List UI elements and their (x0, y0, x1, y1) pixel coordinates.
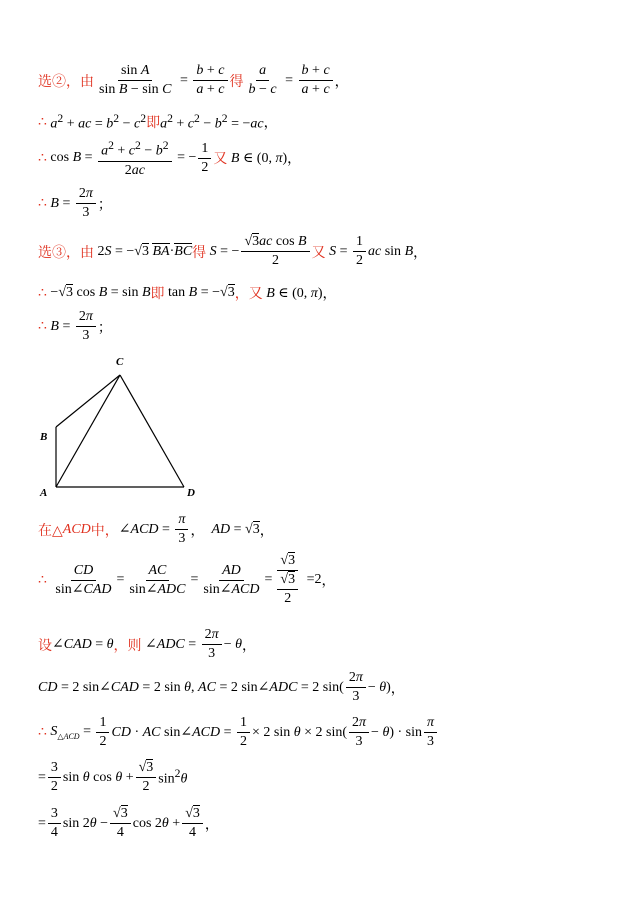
line-1-mid: 得 (229, 74, 244, 90)
line-6-mid: 即 (150, 287, 165, 302)
frac-2pi3-b: $\frac{2\pi}{3}$ (76, 309, 96, 344)
frac-2pi3-c: $\frac{2\pi}{3}$ (202, 627, 222, 662)
line-6-end: ， (322, 287, 337, 302)
frac-sqrt3-4: $\frac{√3}{4}$ (110, 806, 131, 841)
line-7-end: ； (97, 320, 112, 336)
line-14-end: ， (204, 817, 219, 833)
line-9-end: ， (321, 574, 336, 589)
line-9: ∴ $\frac{CD}{\text{sin∠CAD}}$ = $\frac{AC}{\text{sin∠ADC}}$ = $\frac{AD}{\text{sin∠ACD}}$ = $\frac{√3}{\frac{√3}{2}}$ =2 ， (38, 553, 336, 606)
frac-2pi3: $\frac{2\pi}{3}$ (76, 186, 96, 221)
therefore-sign: ∴ (38, 725, 47, 740)
line-4-end: ； (97, 197, 112, 213)
therefore-sign: ∴ (38, 572, 47, 588)
frac-pi3: $\frac{\pi}{3}$ (175, 512, 188, 547)
line-1: 选②，由 $\frac{\text{sin A}}{\text{sin B − sin C}}$ = $\frac{b + c}{a + c}$ 得 $\frac{a}{b - c}$ = $\frac{b + c}{a + c}$ ， (38, 63, 349, 97)
therefore-sign: ∴ (38, 150, 47, 166)
label-a: A (40, 487, 48, 499)
triangle-diagram (30, 350, 210, 500)
line-3: ∴ cos B = $\frac{a^2 + c^2 - b^2}{2ac}$ = − $\frac{1}{2}$ 又 B ∈ (0, π) ， (38, 139, 302, 178)
triangle-lines (56, 375, 184, 487)
label-b: B (40, 431, 48, 443)
line-8-sep: ， (190, 523, 205, 539)
label-c: C (116, 356, 124, 368)
frac-pi3-b: $\frac{\pi}{3}$ (424, 715, 437, 750)
frac-half: $\frac{1}{2}$ (198, 141, 211, 176)
frac-ac: $\frac{AC}{\text{sin∠ADC}}$ (129, 562, 186, 597)
frac-S: $\frac{\text{√3ac cos B}}{2}$ (241, 234, 309, 269)
line-14: = $\frac{3}{4}$ sin 2θ − $\frac{√3}{4}$ cos 2θ + $\frac{√3}{4}$ ， (38, 806, 219, 840)
line-6: ∴ −√3 cos B = sin B 即 tan B = −√3 ，又 B ∈ (0, π) ， (38, 285, 337, 302)
frac-ad: $\frac{AD}{\text{sin∠ACD}}$ (203, 562, 260, 597)
line-13: = $\frac{3}{2}$ sin θ cos θ + $\frac{√3}{2}$ $\sin^2\theta$ (38, 760, 188, 794)
line-11-end: ， (390, 681, 405, 697)
frac-sqrt3-4b: $\frac{√3}{4}$ (182, 806, 203, 841)
line-10-prefix: 设 (38, 638, 52, 654)
line-8-mid: 中， (90, 523, 119, 539)
frac-a-bc: $\frac{a}{b - c}$ (248, 63, 277, 97)
frac-cosB: $\frac{a^2 + c^2 - b^2}{2ac}$ (98, 138, 172, 179)
line-6-mid2: ，又 (234, 287, 263, 302)
frac-3-4: $\frac{3}{4}$ (48, 806, 61, 841)
line-1-prefix: 选②，由 (38, 74, 94, 90)
line-8: 在△ ACD 中， ∠ACD = $\frac{\pi}{3}$ ， AD = √3 ， (38, 512, 274, 546)
line-4: ∴ B = $\frac{2\pi}{3}$ ； (38, 186, 112, 220)
line-1-end: ， (334, 74, 349, 90)
frac-2pi3-e: $\frac{2\pi}{3}$ (349, 715, 369, 750)
line-2-end: ， (263, 116, 278, 132)
frac-half-3: $\frac{1}{2}$ (96, 715, 109, 750)
line-5-mid2: 又 (311, 245, 326, 261)
line-8-acd: ACD (62, 521, 91, 537)
line-5-mid: 得 (192, 245, 207, 261)
frac-half-2: $\frac{1}{2}$ (353, 234, 366, 269)
label-d: D (187, 487, 195, 499)
frac-sinA-over: $\frac{\text{sin A}}{\text{sin B − sin C}}$ (99, 63, 172, 97)
frac-bc: $\frac{b + c}{a + c}$ (193, 63, 227, 98)
segment-cd (120, 375, 184, 487)
frac-bc2: $\frac{b + c}{a + c}$ (299, 63, 333, 98)
segment-ac (56, 375, 120, 487)
line-8-end: ， (259, 523, 274, 539)
line-12: ∴ $S_{\triangle ACD}$ = $\frac{1}{2}$ CD · AC sin∠ACD = $\frac{1}{2}$ × 2 sin θ × 2 sin( $\frac{2\pi}{3}$ − θ) · sin $\frac{\pi}{3}$ (38, 715, 439, 750)
line-10-mid: ，则 (113, 638, 142, 654)
line-3-mid: 又 (213, 152, 228, 168)
line-5: 选③，由 2S = −√3 BA·BC 得 S = − $\frac{\text{√3ac cos B}}{2}$ 又 S = $\frac{1}{2}$ ac sin B ， (38, 234, 428, 268)
frac-2pi3-d: $\frac{2\pi}{3}$ (346, 670, 366, 705)
segment-bc (56, 375, 120, 427)
line-5-end: ， (413, 245, 428, 261)
therefore-sign: ∴ (38, 285, 47, 301)
frac-half-4: $\frac{1}{2}$ (237, 715, 250, 750)
line-8-prefix: 在△ (38, 523, 63, 539)
frac-sqrt3-over: $\frac{√3}{\frac{√3}{2}}$ (274, 553, 301, 607)
therefore-sign: ∴ (38, 196, 47, 211)
line-10-end: ， (241, 638, 256, 654)
line-3-end: ， (287, 152, 302, 168)
line-11: CD = 2 sin∠CAD = 2 sin θ, AC = 2 sin∠ADC = 2 sin( $\frac{2\pi}{3}$ − θ) ， (38, 670, 405, 704)
line-2: ∴ $a^2$ + ac = $b^2 - c^2$ 即 $a^2 + c^2 - b^2 = -ac$ ， (38, 112, 278, 132)
line-5-prefix: 选③，由 (38, 245, 94, 261)
frac-sqrt3-2: $\frac{√3}{2}$ (136, 760, 157, 795)
line-10: 设 ∠CAD = θ ，则 ∠ADC = $\frac{2\pi}{3}$ − θ ， (38, 627, 256, 661)
line-2-mid: 即 (146, 116, 161, 132)
frac-3-2: $\frac{3}{2}$ (48, 760, 61, 795)
line-7: ∴ B = $\frac{2\pi}{3}$ ； (38, 309, 112, 343)
therefore-sign: ∴ (38, 114, 47, 130)
frac-cd: $\frac{CD}{\text{sin∠CAD}}$ (55, 562, 112, 597)
therefore-sign: ∴ (38, 319, 47, 334)
